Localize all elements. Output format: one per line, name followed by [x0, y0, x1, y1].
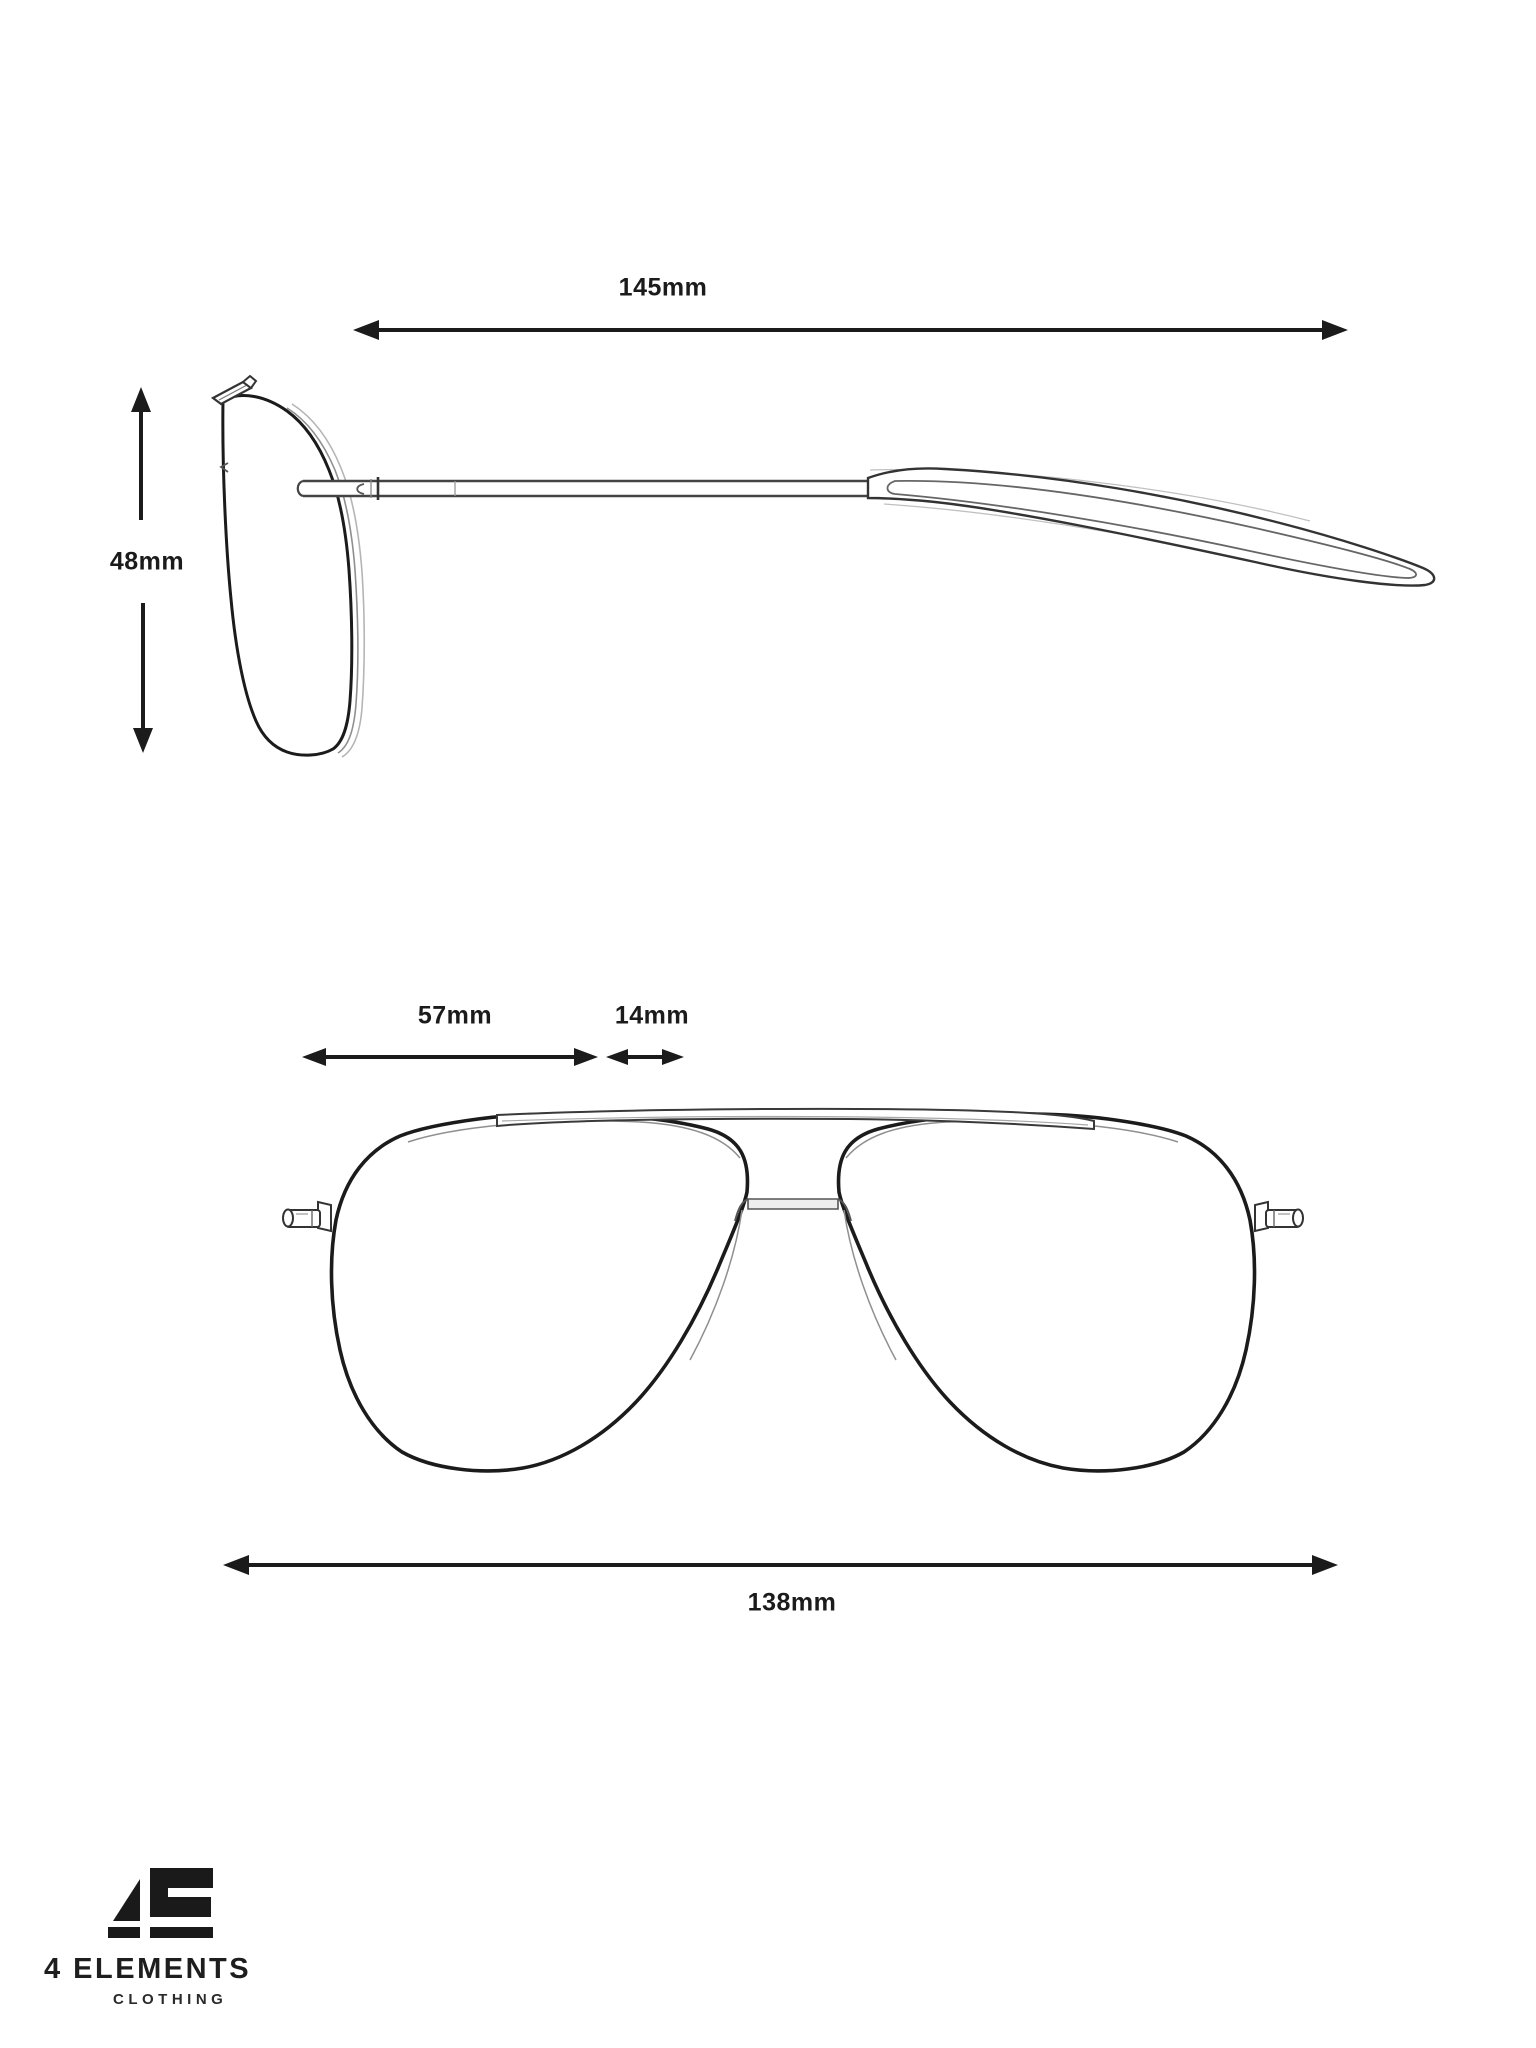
lens-width-label: 57mm [417, 1001, 493, 1030]
brand-name: 4 ELEMENTS [44, 1953, 252, 1985]
front-right-lens [838, 1114, 1254, 1471]
side-temple-tip [868, 468, 1434, 585]
front-right-hinge [1255, 1202, 1303, 1231]
temple-length-dimension-line [353, 320, 1348, 340]
front-left-hinge [283, 1202, 331, 1231]
temple-length-label: 145mm [618, 273, 708, 302]
lens-height-label: 48mm [109, 547, 185, 576]
side-lens [213, 376, 364, 757]
bridge-width-label: 14mm [614, 1001, 690, 1030]
logo-4e-monogram-icon [108, 1868, 213, 1938]
frame-width-dimension-line [223, 1555, 1338, 1575]
front-nose-bridge [735, 1199, 851, 1221]
frame-width-label: 138mm [747, 1588, 837, 1617]
lens-width-dimension-line [302, 1048, 598, 1066]
side-temple-arm [298, 477, 918, 500]
bridge-width-dimension-line [606, 1049, 684, 1065]
front-view-drawing [223, 1048, 1338, 1575]
brand-subtitle: CLOTHING [113, 1991, 228, 2008]
front-left-lens [331, 1114, 747, 1471]
side-view-drawing [131, 320, 1434, 757]
